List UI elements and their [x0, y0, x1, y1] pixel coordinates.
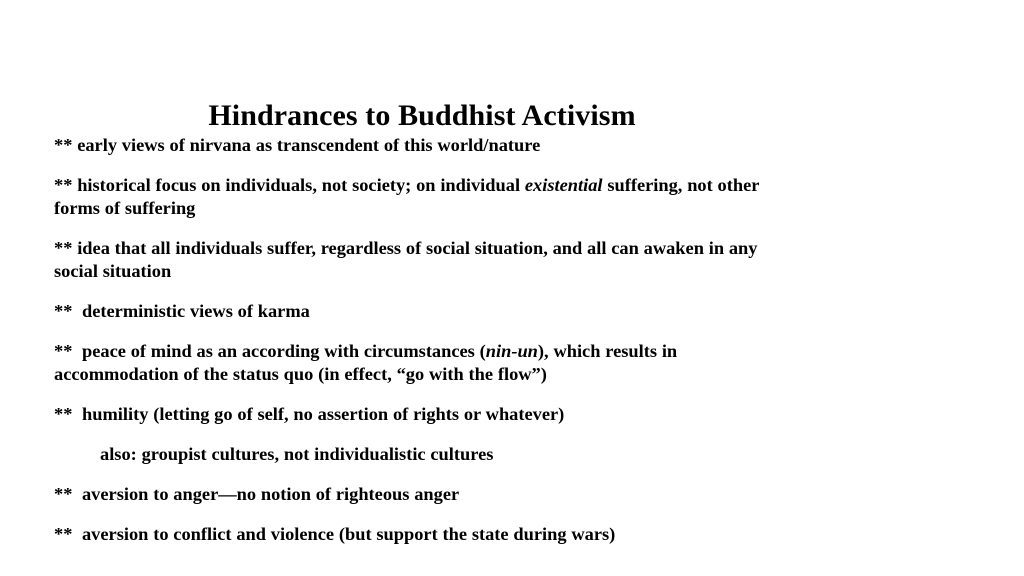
bullet-aversion-to-conflict-segment-0: ** aversion to conflict and violence (but support the state during wars) [54, 524, 616, 544]
bullet-peace-of-mind-nin-un-segment-2: ), which results in accommodation of the status quo (in effect, “go with the flow”) [54, 341, 682, 384]
bullet-peace-of-mind-nin-un-segment-1: nin-un [485, 341, 538, 361]
bullet-historical-focus-individuals-segment-0: ** historical focus on individuals, not society; on individual [54, 175, 525, 195]
bullet-deterministic-karma-segment-0: ** deterministic views of karma [54, 301, 310, 321]
bullet-peace-of-mind-nin-un [54, 340, 796, 386]
bullet-historical-focus-individuals-segment-2: suffering, not other forms of suffering [54, 175, 764, 218]
bullet-all-individuals-suffer-segment-0: ** idea that all individuals suffer, regardless of social situation, and all can awaken in any social situation [54, 238, 763, 281]
bullet-peace-of-mind-nin-un-segment-0: ** peace of mind as an according with circumstances ( [54, 341, 486, 361]
bullet-aversion-to-anger [54, 483, 796, 506]
bullet-groupist-cultures-segment-0: also: groupist cultures, not individualistic cultures [100, 444, 494, 464]
bullet-aversion-to-anger-segment-0: ** aversion to anger—no notion of righteous anger [54, 484, 460, 504]
bullet-nirvana-transcendent-segment-0: ** early views of nirvana as transcendent of this world/nature [54, 135, 541, 155]
page-title: Hindrances to Buddhist Activism [208, 99, 636, 133]
bullet-nirvana-transcendent [54, 134, 796, 157]
bullet-historical-focus-individuals-segment-1: existential [524, 175, 603, 195]
bullet-deterministic-karma [54, 300, 796, 323]
bullet-aversion-to-conflict [54, 523, 796, 546]
bullet-humility [54, 403, 796, 426]
bullet-humility-segment-0: ** humility (letting go of self, no assertion of rights or whatever) [54, 404, 565, 424]
bullet-all-individuals-suffer [54, 237, 796, 283]
bullet-groupist-cultures [54, 443, 796, 466]
bullet-historical-focus-individuals [54, 174, 796, 220]
bullet-list [54, 134, 796, 546]
